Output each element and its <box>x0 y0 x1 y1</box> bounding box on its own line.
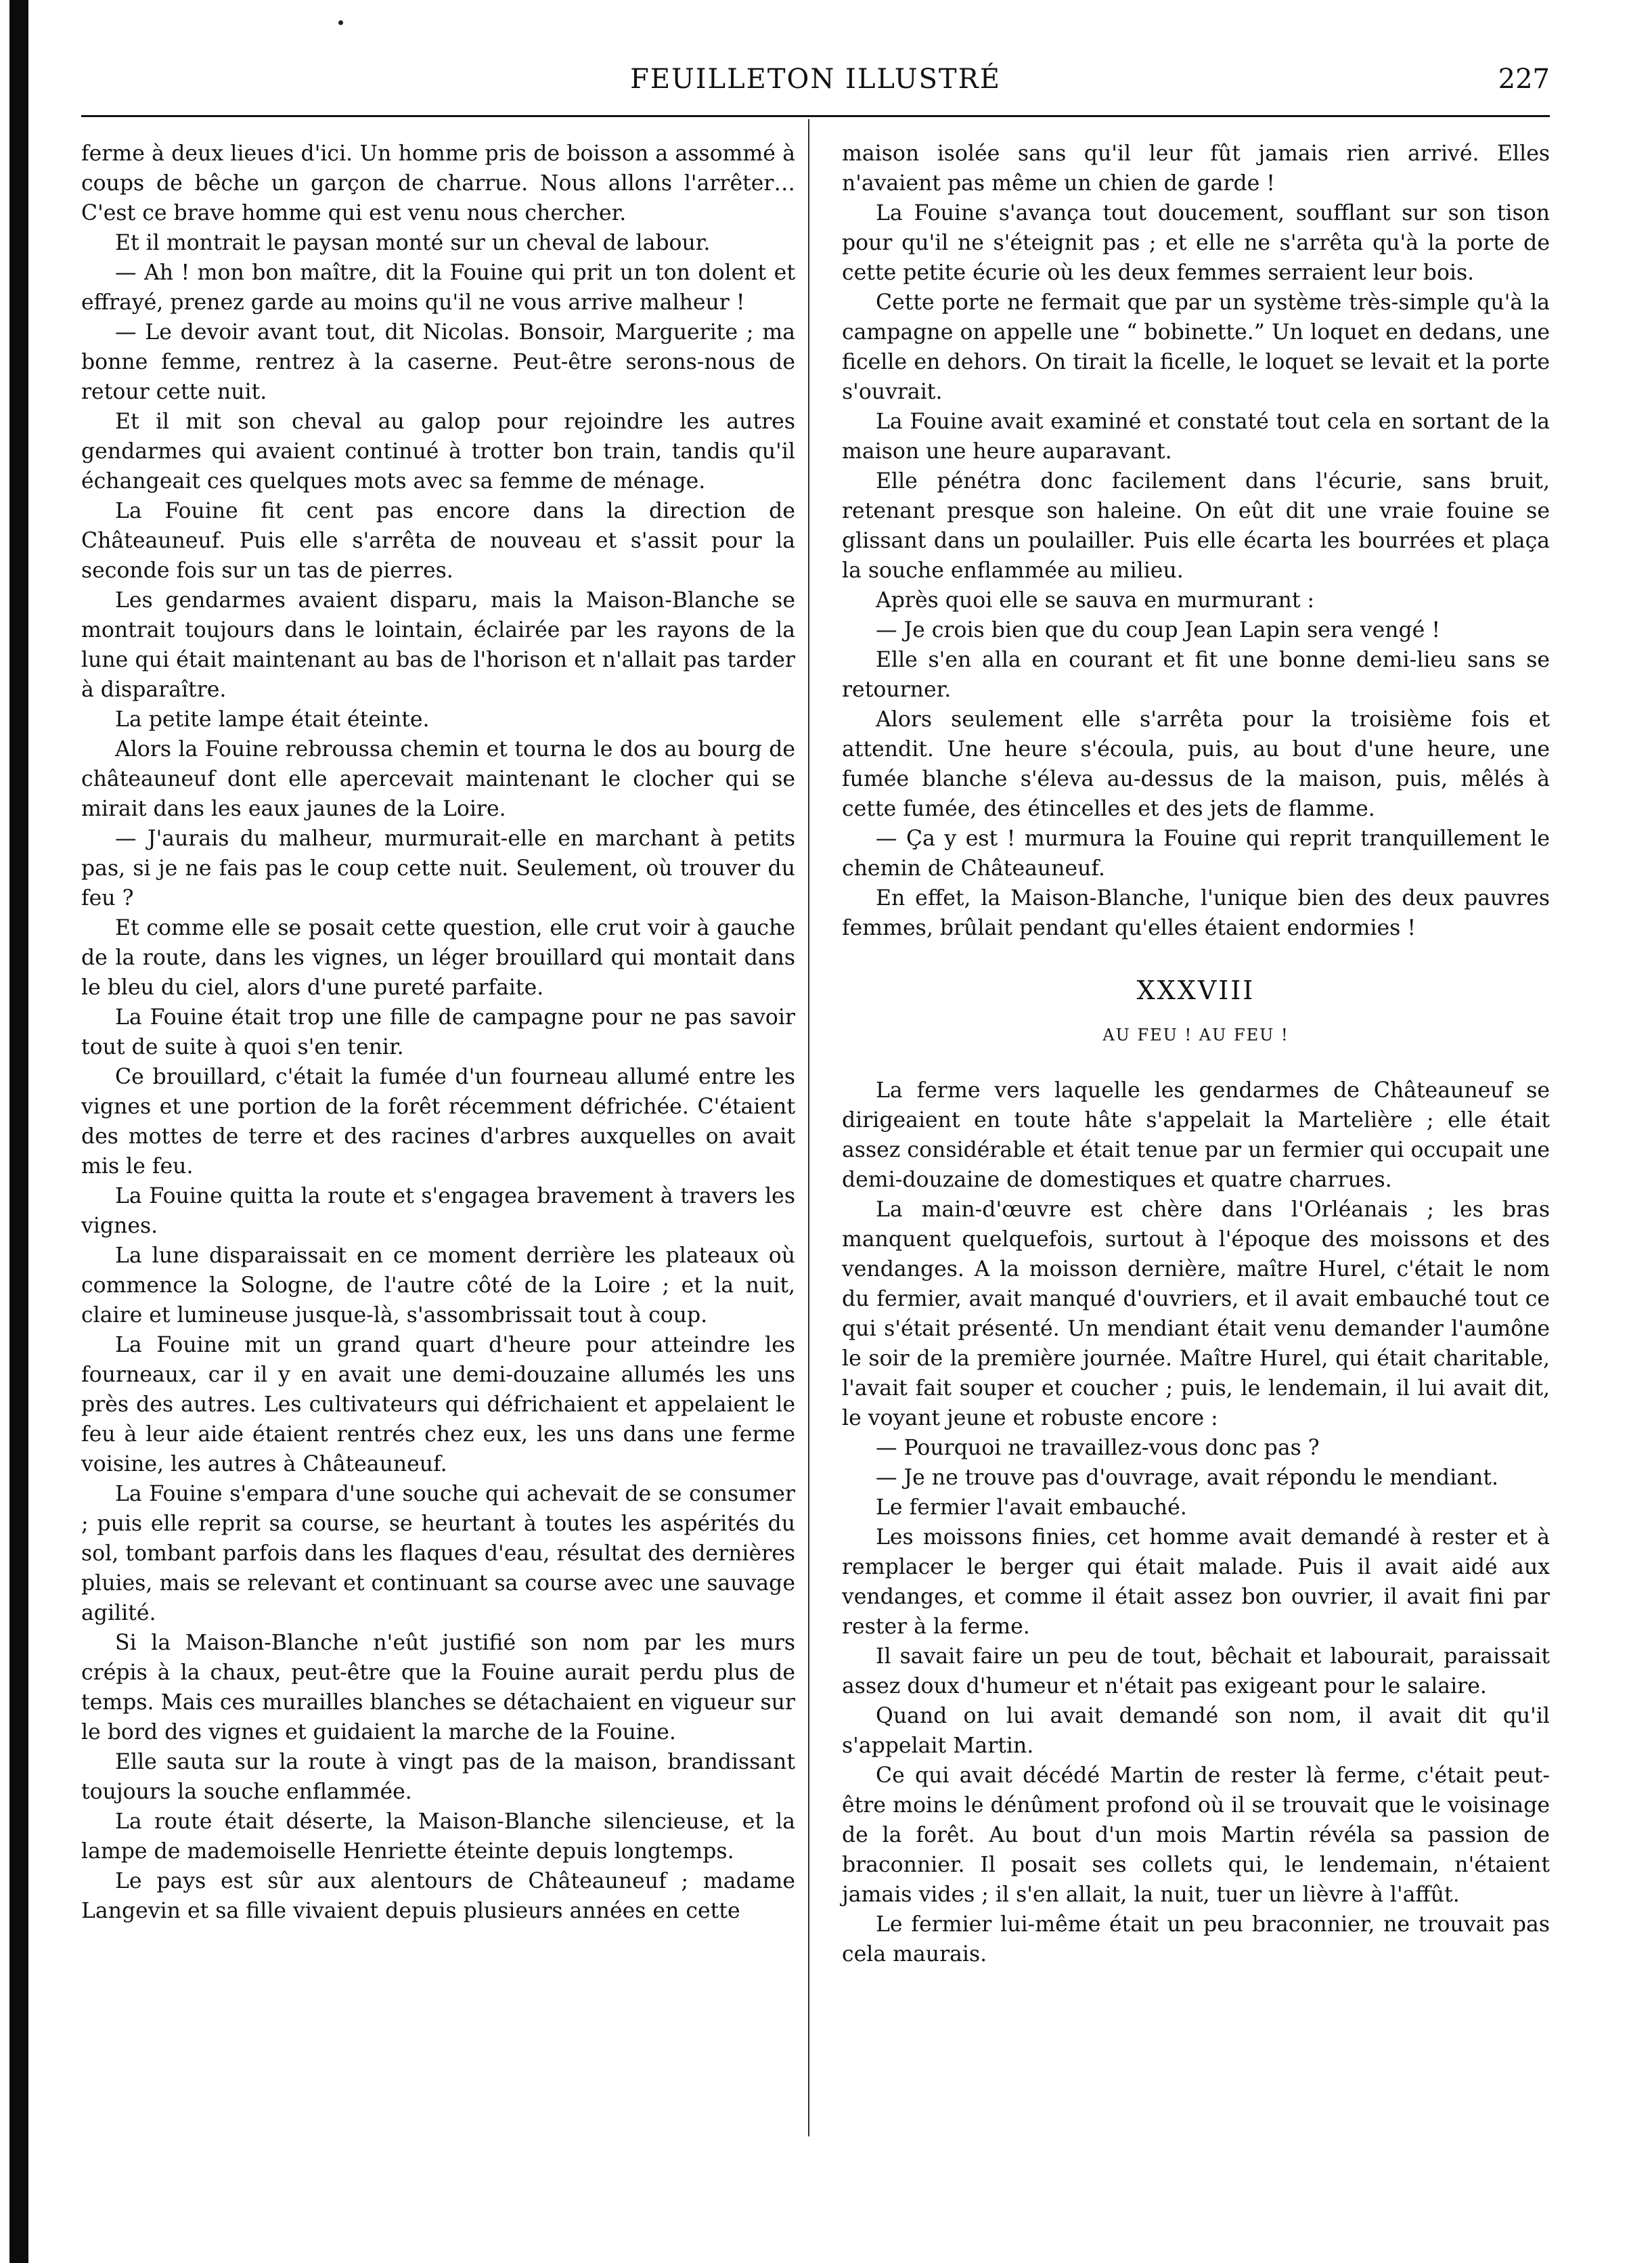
paragraph: — Le devoir avant tout, dit Nicolas. Bonsoir, Marguerite ; ma bonne femme, rentrez à la caserne. Peut-être serons-nous de retour cette nuit. <box>81 320 795 404</box>
paragraph: La route était déserte, la Maison-Blanche silencieuse, et la lampe de mademoiselle Henriette éteinte depuis longtemps. <box>81 1809 795 1864</box>
paragraph: Le fermier lui-même était un peu braconnier, ne trouvait pas cela maurais. <box>842 1912 1550 1967</box>
header-rule <box>81 115 1550 117</box>
paragraph: — Je ne trouve pas d'ouvrage, avait répondu le mendiant. <box>876 1466 1499 1490</box>
paragraph: ferme à deux lieues d'ici. Un homme pris de boisson a assommé à coups de bêche un garçon de charrue. Nous allons l'arrêter… C'est ce brave homme qui est venu nous chercher. <box>81 141 795 225</box>
paragraph: Alors la Fouine rebroussa chemin et tourna le dos au bourg de châteauneuf dont elle apercevait maintenant le clocher qui se mirait dans les eaux jaunes de la Loire. <box>81 737 795 821</box>
paragraph: Elle pénétra donc facilement dans l'écurie, sans bruit, retenant presque son haleine. On eût dit une vraie fouine se glissant dans un poulailler. Puis elle écarta les bourrées et plaça la souche enflammée au milieu. <box>842 469 1550 583</box>
paragraph: Et il montrait le paysan monté sur un cheval de labour. <box>115 231 711 255</box>
paragraph: Ce brouillard, c'était la fumée d'un fourneau allumé entre les vignes et une portion de la forêt récemment défrichée. C'étaient des mottes de terre et des racines d'arbres auxquelles on avait mis le feu. <box>81 1065 795 1179</box>
paragraph: En effet, la Maison-Blanche, l'unique bien des deux pauvres femmes, brûlait pendant qu'elles étaient endormies ! <box>842 886 1550 940</box>
paragraph: Le fermier l'avait embauché. <box>876 1495 1187 1520</box>
page-header <box>81 60 1550 107</box>
paragraph: Le pays est sûr aux alentours de Châteauneuf ; madame Langevin et sa fille vivaient depuis plusieurs années en cette <box>81 1869 795 1923</box>
paragraph: La Fouine avait examiné et constaté tout cela en sortant de la maison une heure auparavant. <box>842 410 1550 464</box>
paragraph: Quand on lui avait demandé son nom, il avait dit qu'il s'appelait Martin. <box>842 1704 1550 1758</box>
paragraph: Cette porte ne fermait que par un système très-simple qu'à la campagne on appelle une “ bobinette.” Un loquet en dedans, une ficelle en dehors. On tirait la ficelle, le loquet se levait et la porte s'ouvrait. <box>842 290 1550 404</box>
paragraph: — Ça y est ! murmura la Fouine qui reprit tranquillement le chemin de Châteauneuf. <box>842 827 1550 881</box>
paragraph: — Ah ! mon bon maître, dit la Fouine qui prit un ton dolent et effrayé, prenez garde au moins qu'il ne vous arrive malheur ! <box>81 261 795 315</box>
paragraph: La lune disparaissait en ce moment derrière les plateaux où commence la Sologne, de l'autre côté de la Loire ; et la nuit, claire et lumineuse jusque-là, s'assombrissait tout à coup. <box>81 1244 795 1327</box>
paragraph: Elle sauta sur la route à vingt pas de la maison, brandissant toujours la souche enflammée. <box>81 1750 795 1804</box>
paragraph: Les gendarmes avaient disparu, mais la Maison-Blanche se montrait toujours dans le lointain, éclairée par les rayons de la lune qui était maintenant au bas de l'horison et n'allait pas tarder à disparaître. <box>81 588 795 702</box>
paragraph: — J'aurais du malheur, murmurait-elle en marchant à petits pas, si je ne fais pas le coup cette nuit. Seulement, où trouver du feu ? <box>81 827 795 910</box>
paragraph: — Je crois bien que du coup Jean Lapin sera vengé ! <box>876 618 1440 642</box>
paragraph: — Pourquoi ne travaillez-vous donc pas ? <box>876 1436 1320 1460</box>
column-divider <box>808 119 809 2136</box>
ink-speck <box>338 20 343 25</box>
right-column <box>842 139 1550 1969</box>
paragraph: Alors seulement elle s'arrêta pour la troisième fois et attendit. Une heure s'écoula, puis, au bout d'une heure, une fumée blanche s'éleva au-dessus de la maison, puis, mêlés à cette fumée, des étincelles et des jets de flamme. <box>842 707 1550 821</box>
paragraph: Les moissons finies, cet homme avait demandé à rester et à remplacer le berger qui était malade. Puis il avait aidé aux vendanges, et comme il était assez bon ouvrier, il avait fini par rester à la ferme. <box>842 1525 1550 1639</box>
paragraph: Après quoi elle se sauva en murmurant : <box>876 588 1315 613</box>
paragraph: La main-d'œuvre est chère dans l'Orléanais ; les bras manquent quelquefois, surtout à l'époque des moissons et des vendanges. A la moisson dernière, maître Hurel, c'était le nom du fermier, avait manqué d'ouvriers, et il avait embauché tout ce qui s'était présenté. Un mendiant était venu demander l'aumône le soir de la première journée. Maître Hurel, qui était charitable, l'avait fait souper et coucher ; puis, le lendemain, il lui avait dit, le voyant jeune et robuste encore : <box>842 1198 1550 1430</box>
paragraph: La ferme vers laquelle les gendarmes de Châteauneuf se dirigeaient en toute hâte s'appelait la Martelière ; elle était assez considérable et était tenue par un fermier qui occupait une demi-douzaine de domestiques et quatre charrues. <box>842 1078 1550 1192</box>
paragraph: Il savait faire un peu de tout, bêchait et labourait, paraissait assez doux d'humeur et n'était pas exigeant pour le salaire. <box>842 1644 1550 1698</box>
paragraph: Si la Maison-Blanche n'eût justifié son nom par les murs crépis à la chaux, peut-être que la Fouine aurait perdu plus de temps. Mais ces murailles blanches se détachaient en vigueur sur le bord des vignes et guidaient la marche de la Fouine. <box>81 1631 795 1744</box>
paragraph: La Fouine s'empara d'une souche qui achevait de se consumer ; puis elle reprit sa course, se heurtant à toutes les aspérités du sol, tombant parfois dans les flaques d'eau, résultat des dernières pluies, mais se relevant et continuant sa course avec une sauvage agilité. <box>81 1482 795 1625</box>
paragraph: La Fouine fit cent pas encore dans la direction de Châteauneuf. Puis elle s'arrêta de nouveau et s'assit pour la seconde fois sur un tas de pierres. <box>81 499 795 583</box>
paragraph: maison isolée sans qu'il leur fût jamais rien arrivé. Elles n'avaient pas même un chien de garde ! <box>842 141 1550 196</box>
paragraph: Elle s'en alla en courant et fit une bonne demi-lieu sans se retourner. <box>842 648 1550 702</box>
paragraph: Ce qui avait décédé Martin de rester là ferme, c'était peut-être moins le dénûment profond où il se trouvait que le voisinage de la forêt. Au bout d'un mois Martin révéla sa passion de braconnier. Il posait ses collets qui, le lendemain, n'étaient jamais vides ; il s'en allait, la nuit, tuer un lièvre à l'affût. <box>842 1763 1550 1907</box>
chapter-number: XXXVIII <box>1136 975 1255 1005</box>
paragraph: La Fouine était trop une fille de campagne pour ne pas savoir tout de suite à quoi s'en tenir. <box>81 1005 795 1059</box>
paragraph: La Fouine s'avança tout doucement, soufflant sur son tison pour qu'il ne s'éteignit pas ; et elle ne s'arrêta qu'à la porte de cette petite écurie où les deux femmes serraient leur bois. <box>842 201 1550 285</box>
paragraph: La Fouine quitta la route et s'engagea bravement à travers les vignes. <box>81 1184 795 1238</box>
chapter-subtitle: AU FEU ! AU FEU ! <box>1102 1026 1289 1045</box>
left-column <box>81 139 795 1926</box>
paragraph: La Fouine mit un grand quart d'heure pour atteindre les fourneaux, car il y en avait une demi-douzaine allumés les uns près des autres. Les cultivateurs qui défrichaient et appelaient le feu à leur aide étaient rentrés chez eux, les uns dans une ferme voisine, les autres à Châteauneuf. <box>81 1333 795 1476</box>
paragraph: Et il mit son cheval au galop pour rejoindre les autres gendarmes qui avaient continué à trotter bon train, tandis qu'il échangeait ces quelques mots avec sa femme de ménage. <box>81 410 795 493</box>
paragraph: Et comme elle se posait cette question, elle crut voir à gauche de la route, dans les vignes, un léger brouillard qui montait dans le bleu du ciel, alors d'une pureté parfaite. <box>81 916 795 1000</box>
page-edge-bar <box>9 0 28 2263</box>
paragraph: La petite lampe était éteinte. <box>115 707 430 732</box>
page-number: 227 <box>1498 64 1550 95</box>
running-title: FEUILLETON ILLUSTRÉ <box>630 64 1001 95</box>
